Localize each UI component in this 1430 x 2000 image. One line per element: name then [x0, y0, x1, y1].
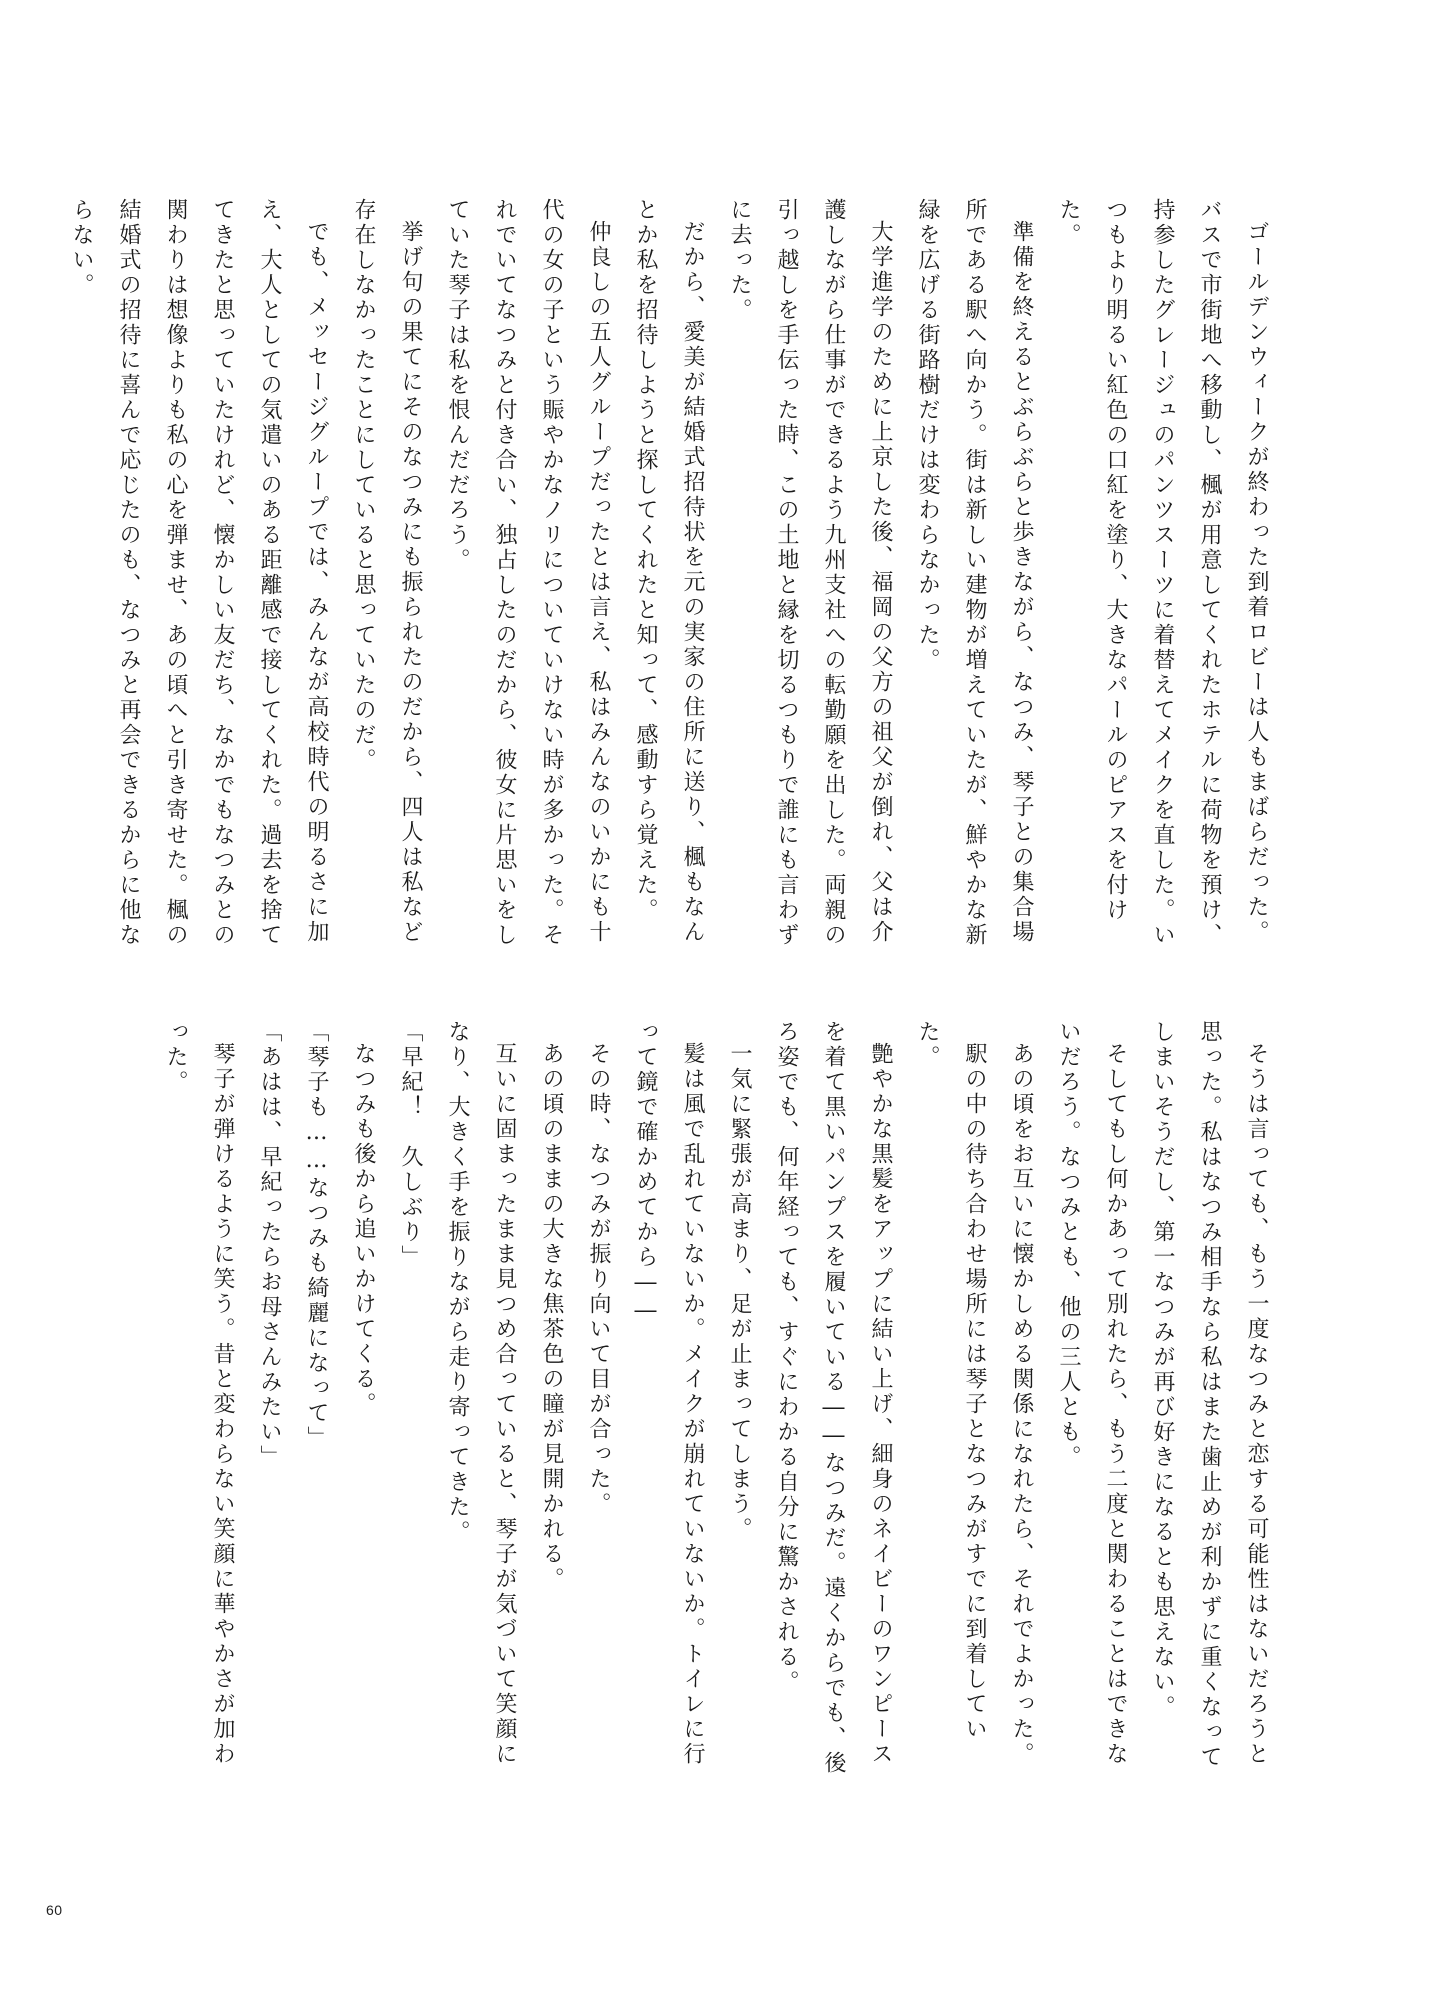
paragraph: 駅の中の待ち合わせ場所には琴子となつみがすでに到着していた。: [915, 1020, 987, 1742]
dialogue-line: 「早紀！ 久しぶり」: [398, 1020, 423, 1270]
paragraph: 大学進学のために上京した後、福岡の父方の祖父が倒れ、父は介護しながら仕事ができるよう九州支社への転勤願を出した。両親の引っ越しを手伝った時、この土地と縁を切るつもりで誰にも言わずに去った。: [727, 198, 893, 948]
paragraph: そうは言っても、もう一度なつみと恋する可能性はないだろうと思った。私はなつみ相手なら私はまた歯止めが利かずに重くなってしまいそうだし、第一なつみが再び好きになるとも思えない。: [1150, 1020, 1269, 1770]
paragraph: 一気に緊張が高まり、足が止まってしまう。: [727, 1042, 752, 1542]
upper-text-block: [69, 198, 1280, 968]
paragraph: あの頃のままの大きな焦茶色の瞳が見開かれる。: [539, 1042, 564, 1592]
paragraph: 仲良しの五人グループだったとは言え、私はみんなのいかにも十代の女の子という賑やかなノリについていけない時が多かった。それでいてなつみと付き合い、独占したのだから、彼女に片思いをしていた琴子は私を恨んだだろう。: [445, 198, 611, 948]
paragraph: そしてもし何かあって別れたら、もう二度と関わることはできないだろう。なつみとも、他の三人とも。: [1056, 1020, 1128, 1767]
paragraph: 挙げ句の果てにそのなつみにも振られたのだから、四人は私など存在しなかったことにしていると思っていたのだ。: [351, 198, 423, 945]
dialogue-line: 「琴子も……なつみも綺麗になって」: [304, 1020, 329, 1451]
paragraph: でも、メッセージグループでは、みんなが高校時代の明るさに加え、大人としての気遣いのある距離感で接してくれた。過去を捨ててきたと思っていたけれど、懐かしい友だち、なかでもなつみとの関わりは想像よりも私の心を弾ませ、あの頃へと引き寄せた。楓の結婚式の招待に喜んで応じたのも、なつみと再会できるからに他ならない。: [69, 198, 329, 948]
paragraph: その時、なつみが振り向いて目が合った。: [586, 1042, 611, 1517]
dialogue-line: 「あはは、早紀ったらお母さんみたい」: [257, 1020, 282, 1470]
lower-text-block: [100, 1020, 1280, 1780]
paragraph: ゴールデンウィークが終わった到着ロビーは人もまばらだった。バスで市街地へ移動し、楓が用意してくれたホテルに荷物を預け、持参したグレージュのパンツスーツに着替えてメイクを直した。いつもより明るい紅色の口紅を塗り、大きなパールのピアスを付けた。: [1056, 198, 1269, 948]
paragraph: 互いに固まったまま見つめ合っていると、琴子が気づいて笑顔になり、大きく手を振りながら走り寄ってきた。: [445, 1020, 517, 1767]
paragraph: だから、愛美が結婚式招待状を元の実家の住所に送り、楓もなんとか私を招待しようと探してくれたと知って、感動すら覚えた。: [633, 198, 705, 945]
paragraph: あの頃をお互いに懐かしめる関係になれたら、それでよかった。: [1009, 1042, 1034, 1767]
paragraph: 艶やかな黒髪をアップに結い上げ、細身のネイビーのワンピースを着て黒いパンプスを履いている――なつみだ。遠くからでも、後ろ姿でも、何年経っても、すぐにわかる自分に驚かされる。: [774, 1020, 893, 1776]
paragraph: 準備を終えるとぶらぶらと歩きながら、なつみ、琴子との集合場所である駅へ向かう。街は新しい建物が増えていたが、鮮やかな新緑を広げる街路樹だけは変わらなかった。: [915, 198, 1034, 948]
paragraph: 髪は風で乱れていないか。メイクが崩れていないか。トイレに行って鏡で確かめてから――: [633, 1020, 705, 1767]
paragraph: 琴子が弾けるように笑う。昔と変わらない笑顔に華やかさが加わった。: [163, 1020, 235, 1767]
page-number: 60: [46, 1902, 63, 1918]
paragraph: なつみも後から追いかけてくる。: [351, 1042, 376, 1417]
